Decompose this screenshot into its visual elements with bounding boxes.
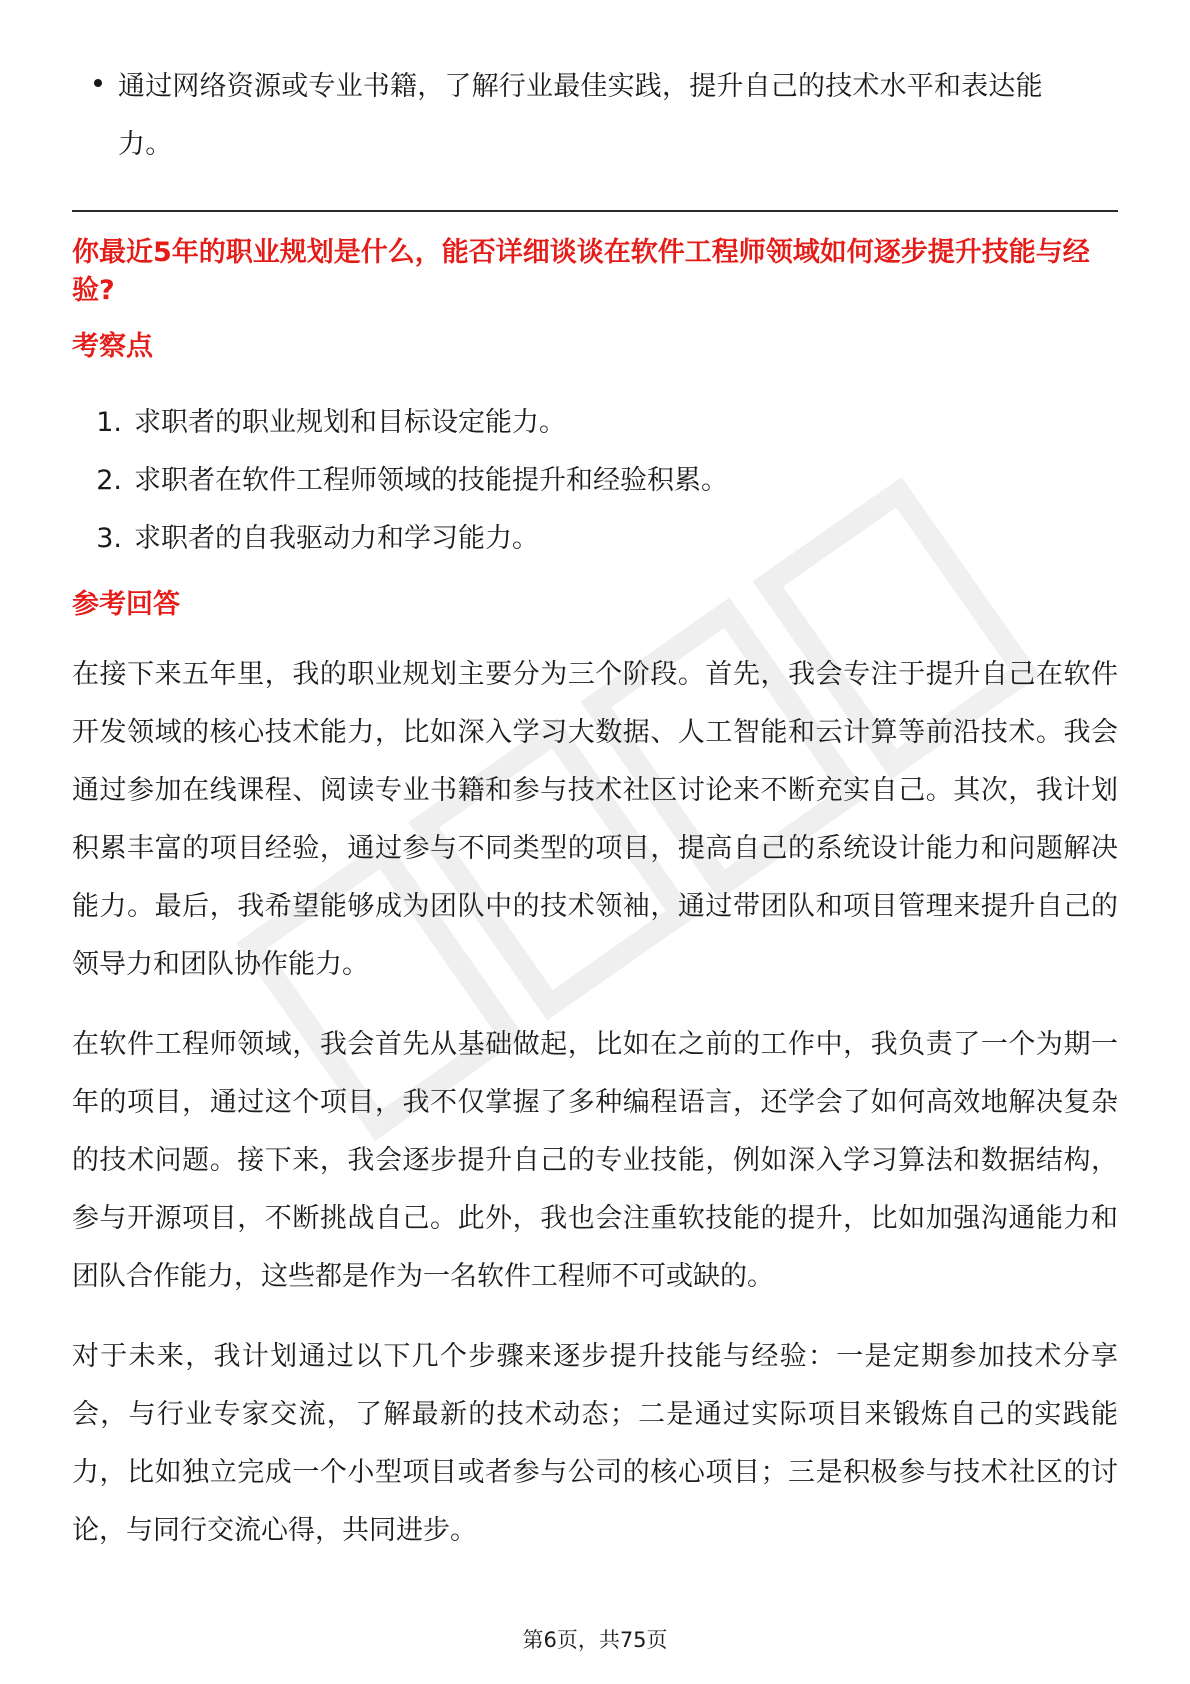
page-footer: 第6页，共75页 [522, 1628, 668, 1652]
answer-paragraph: 在接下来五年里，我的职业规划主要分为三个阶段。首先，我会专注于提升自己在软件开发领域的核心技术能力，比如深入学习大数据、人工智能和云计算等前沿技术。我会通过参加在线课程、阅读专业书籍和参与技术社区讨论来不断充实自己。其次，我计划积累丰富的项目经验，通过参与不同类型的项目，提高自己的系统设计能力和问题解决能力。最后，我希望能够成为团队中的技术领袖，通过带团队和项目管理来提升自己的领导力和团队协作能力。 [72, 659, 1118, 980]
answer-paragraph: 在软件工程师领域，我会首先从基础做起，比如在之前的工作中，我负责了一个为期一年的项目，通过这个项目，我不仅掌握了多种编程语言，还学会了如何高效地解决复杂的技术问题。接下来，我会逐步提升自己的专业技能，例如深入学习算法和数据结构，参与开源项目，不断挑战自己。此外，我也会注重软技能的提升，比如加强沟通能力和团队合作能力，这些都是作为一名软件工程师不可或缺的。 [72, 1029, 1118, 1292]
list-item [72, 394, 1118, 452]
list-item [72, 452, 1118, 510]
bullet-item [94, 58, 1118, 174]
list-text: 求职者的职业规划和目标设定能力。 [134, 407, 566, 438]
list-number: 1. [96, 407, 122, 438]
divider [72, 210, 1118, 212]
question-heading: 你最近5年的职业规划是什么，能否详细谈谈在软件工程师领域如何逐步提升技能与经验? [72, 237, 1090, 306]
section-title-answer: 参考回答 [72, 589, 180, 620]
list-text: 求职者在软件工程师领域的技能提升和经验积累。 [134, 465, 728, 496]
points-list [72, 394, 1118, 568]
list-number: 2. [96, 465, 122, 496]
list-text: 求职者的自我驱动力和学习能力。 [134, 523, 539, 554]
document-page [72, 58, 1118, 1560]
section-title-points: 考察点 [72, 331, 153, 362]
bullet-text: 通过网络资源或专业书籍，了解行业最佳实践，提升自己的技术水平和表达能力。 [118, 71, 1043, 160]
answer-paragraph: 对于未来，我计划通过以下几个步骤来逐步提升技能与经验：一是定期参加技术分享会，与行业专家交流，了解最新的技术动态；二是通过实际项目来锻炼自己的实践能力，比如独立完成一个小型项目或者参与公司的核心项目；三是积极参与技术社区的讨论，与同行交流心得，共同进步。 [72, 1341, 1118, 1546]
bullet-icon [94, 79, 102, 87]
list-number: 3. [96, 523, 122, 554]
list-item [72, 510, 1118, 568]
